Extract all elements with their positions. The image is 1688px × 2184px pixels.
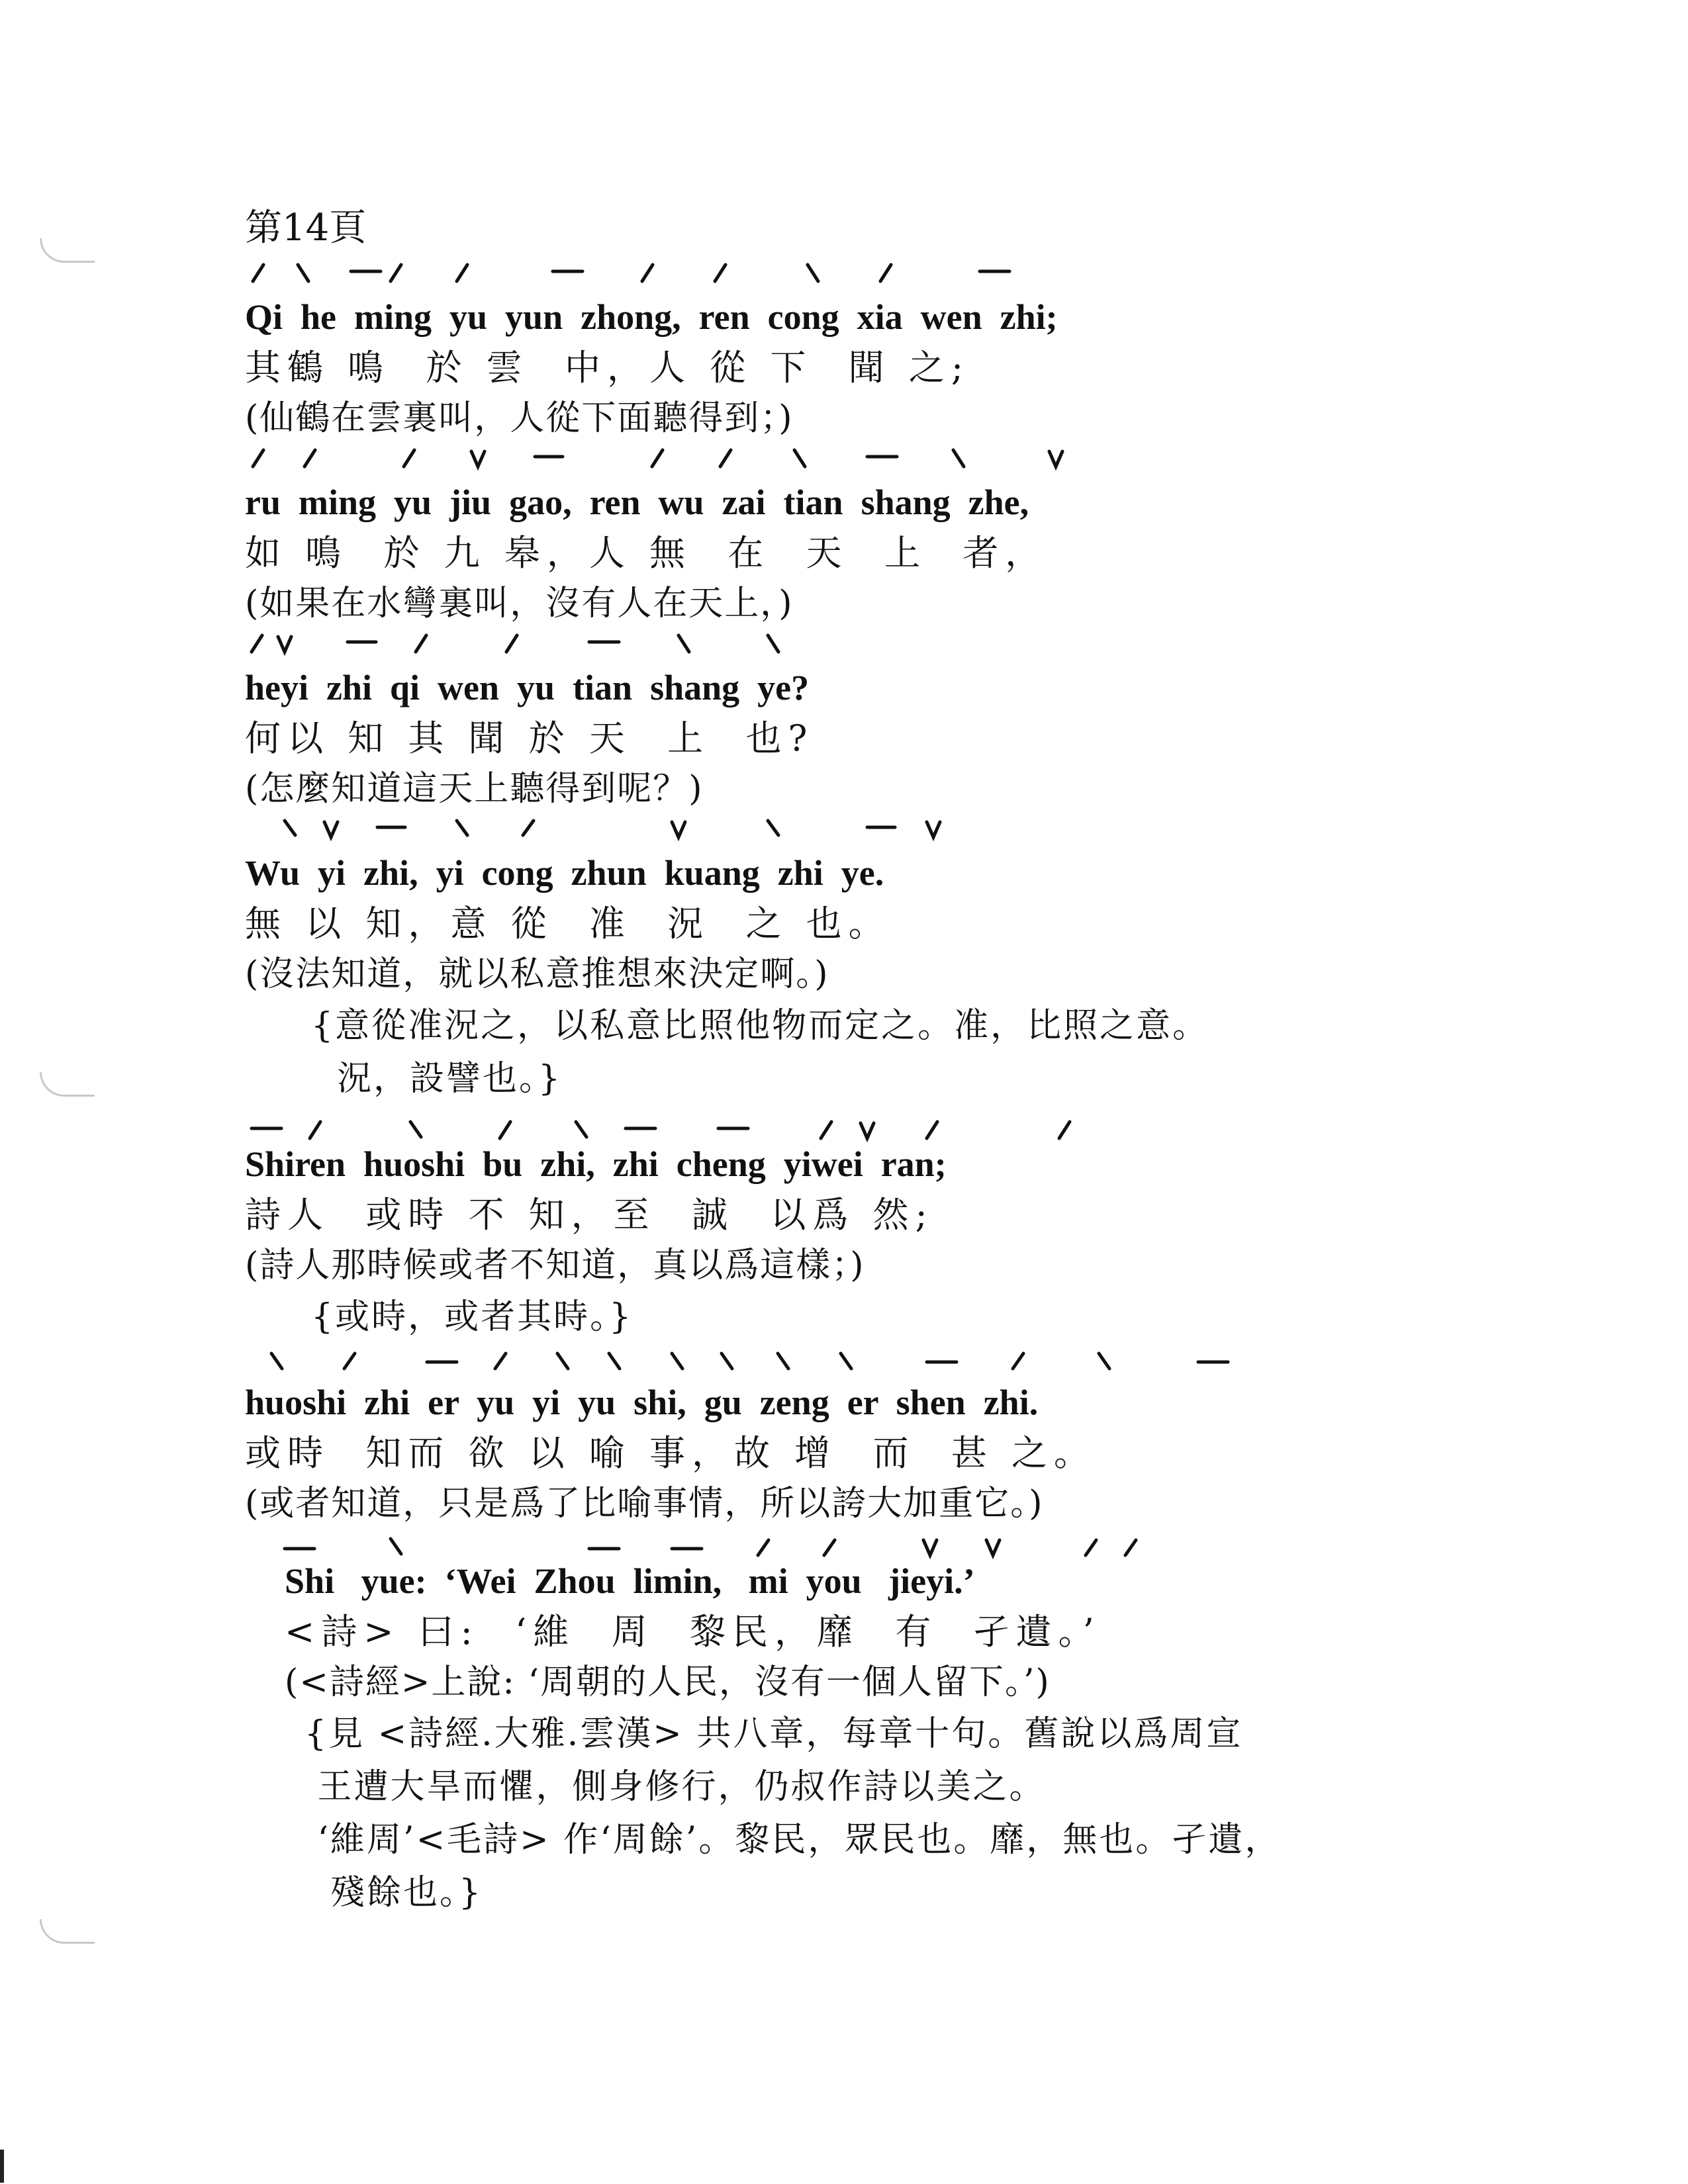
translation-line: (如果在水彎裏叫，沒有人在天上，) [245, 584, 794, 623]
pinyin-line: Qi he ming yu yun zhong, ren cong xia wen zhi; [245, 297, 1058, 337]
chinese-line: <詩> 曰: ‘維 周 黎民，靡 有 孑遺。’ [285, 1611, 1101, 1653]
pinyin-line: Shiren huoshi bu zhi, zhi cheng yiwei ran; [245, 1144, 947, 1184]
translation-line: (怎麼知道這天上聽得到呢？) [245, 769, 704, 809]
pinyin-line: heyi zhi qi wen yu tian shang ye? [245, 668, 810, 707]
chinese-line: 何以 知 其 聞 於 天 上 也? [245, 717, 814, 759]
scan-edge-mark [0, 2150, 4, 2183]
pinyin-line: Wu yi zhi, yi cong zhun kuang zhi ye. [245, 853, 884, 893]
pinyin-line: Shi yue: ‘Wei Zhou limin, mi you jieyi.’ [285, 1561, 975, 1601]
annotation-line: ‘維周’<毛詩> 作‘周餘’。黎民，眾民也。靡，無也。孑遺， [305, 1820, 1282, 1860]
translation-line: (<詩經>上說: ‘周朝的人民，沒有一個人留下。’) [285, 1662, 1051, 1702]
chinese-line: 詩人 或時 不 知，至 誠 以爲 然; [245, 1194, 934, 1236]
translation-line: (詩人那時候或者不知道，真以爲這樣；) [245, 1246, 865, 1285]
annotation-line: {或時，或者其時。} [311, 1297, 633, 1337]
annotation-line: 王遭大旱而懼，側身修行，仍叔作詩以美之。 [305, 1767, 1046, 1807]
translation-line: (沒法知道，就以私意推想來決定啊。) [245, 954, 829, 994]
translation-line: (或者知道，只是爲了比喻事情，所以誇大加重它。) [245, 1484, 1044, 1524]
chinese-line: 或時 知而 欲 以 喻 事，故 增 而 甚 之。 [245, 1432, 1096, 1474]
translation-line: (仙鶴在雲裏叫，人從下面聽得到；) [245, 398, 794, 438]
annotation-line: 殘餘也。} [305, 1873, 483, 1913]
annotation-line: {見 <詩經.大雅.雲漢> 共八章，每章十句。舊說以爲周宣 [305, 1714, 1243, 1754]
chinese-line: 如 鳴 於 九 皋，人 無 在 天 上 者， [245, 532, 1048, 574]
pinyin-line: ru ming yu jiu gao, ren wu zai tian shang zhe, [245, 482, 1029, 522]
chinese-line: 其鶴 鳴 於 雲 中，人 從 下 聞 之; [245, 347, 970, 388]
pinyin-line: huoshi zhi er yu yi yu shi, gu zeng er shen zhi. [245, 1383, 1039, 1422]
annotation-line: 況，設譬也。} [311, 1059, 563, 1099]
annotation-line: {意從准況之，以私意比照他物而定之。准，比照之意。 [311, 1006, 1209, 1046]
chinese-line: 無 以 知，意 從 准 況 之 也。 [245, 903, 891, 944]
page-number: 第14頁 [245, 206, 367, 250]
